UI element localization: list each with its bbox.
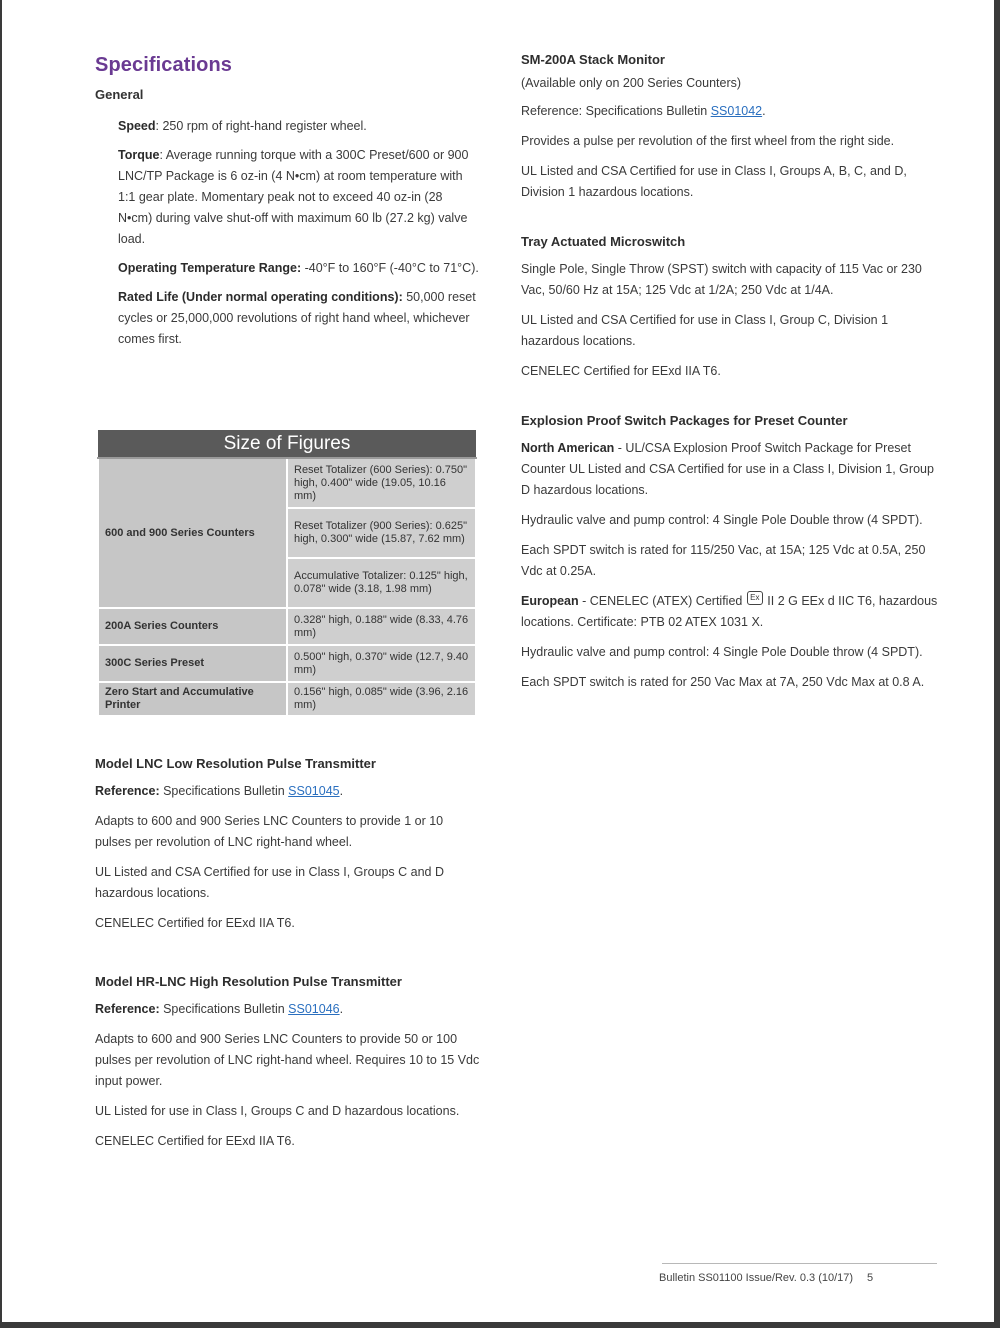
explosion-spdt-1: Each SPDT switch is rated for 115/250 Vac, at 15A; 125 Vdc at 0.5A, 250 Vdc at 0.25A. xyxy=(521,543,926,578)
footer xyxy=(659,1272,873,1284)
spec-rated-life-label: Rated Life (Under normal operating conditions): xyxy=(118,290,403,304)
explosion-eu-label: European xyxy=(521,594,579,608)
atex-ex-icon: Ex xyxy=(747,591,763,605)
left-column xyxy=(95,52,480,358)
explosion-spdt-2: Each SPDT switch is rated for 250 Vac Max at 7A, 250 Vdc Max at 0.8 A. xyxy=(521,675,925,689)
table-header-row xyxy=(98,430,476,458)
footer-bulletin-text: Bulletin SS01100 Issue/Rev. 0.3 (10/17) xyxy=(659,1272,854,1284)
sm200a-paragraph-2: UL Listed and CSA Certified for use in Class I, Groups A, B, C, and D, Division 1 hazardous locations. xyxy=(521,164,907,199)
general-heading: General xyxy=(95,87,144,102)
table-row-label: 300C Series Preset xyxy=(98,645,287,682)
spec-rated-life-text: 50,000 reset cycles or 25,000,000 revolutions of right hand wheel, whichever comes first. xyxy=(118,290,476,346)
table-row-label: 600 and 900 Series Counters xyxy=(98,458,287,608)
table-cell: 0.328" high, 0.188" wide (8.33, 4.76 mm) xyxy=(287,608,476,645)
tray-paragraph-3: CENELEC Certified for EExd IIA T6. xyxy=(521,364,721,378)
lnc-paragraph-2: UL Listed and CSA Certified for use in Class I, Groups C and D hazardous locations. xyxy=(95,865,445,900)
table-row-label: Zero Start and Accumulative Printer xyxy=(98,682,287,716)
spec-temperature xyxy=(118,258,480,279)
spec-torque xyxy=(118,145,480,250)
hr-lnc-reference xyxy=(95,999,480,1020)
table-cell: 0.156" high, 0.085" wide (3.96, 2.16 mm) xyxy=(287,682,476,716)
table-cell: Reset Totalizer (600 Series): 0.750" high, 0.400" wide (19.05, 10.16 mm) xyxy=(287,458,476,508)
sm200a-reference-text: Reference: Specifications Bulletin xyxy=(521,104,711,118)
page-number: 5 xyxy=(867,1272,874,1284)
footer-divider xyxy=(662,1263,937,1264)
size-of-figures-table xyxy=(97,430,477,717)
hr-lnc-reference-end: . xyxy=(339,1002,344,1016)
lnc-bulletin-link[interactable]: SS01045 xyxy=(288,784,340,798)
explosion-eu-text-a: - CENELEC (ATEX) Certified xyxy=(578,594,746,608)
sm200a-bulletin-link[interactable]: SS01042 xyxy=(710,104,763,118)
table-row xyxy=(98,608,476,645)
general-specs xyxy=(118,116,480,350)
spec-speed xyxy=(118,116,480,137)
lnc-reference-end: . xyxy=(339,784,344,798)
right-column xyxy=(521,52,941,702)
hr-lnc-paragraph-1: Adapts to 600 and 900 Series LNC Counters to provide 50 or 100 pulses per revolution of LNC right-hand wheel. Requires 10 to 15 Vdc input power. xyxy=(95,1032,480,1088)
lnc-reference-label: Reference: xyxy=(95,784,160,798)
table-row xyxy=(98,645,476,682)
spec-temperature-label: Operating Temperature Range: xyxy=(118,261,302,275)
hr-lnc-reference-text: Specifications Bulletin xyxy=(159,1002,289,1016)
spec-rated-life xyxy=(118,287,480,350)
lnc-paragraph-1: Adapts to 600 and 900 Series LNC Counters to provide 1 or 10 pulses per revolution of LNC right-hand wheel. xyxy=(95,814,444,849)
sm200a-title: SM-200A Stack Monitor xyxy=(521,52,665,67)
table-row-label: 200A Series Counters xyxy=(98,608,287,645)
explosion-north-american xyxy=(521,438,941,501)
explosion-hydraulic-2: Hydraulic valve and pump control: 4 Single Pole Double throw (4 SPDT). xyxy=(521,645,923,659)
explosion-hydraulic-1: Hydraulic valve and pump control: 4 Single Pole Double throw (4 SPDT). xyxy=(521,513,923,527)
tray-paragraph-1: Single Pole, Single Throw (SPST) switch with capacity of 115 Vac or 230 Vac, 50/60 Hz at 15A; 125 Vdc at 1/2A; 250 Vdc at 1/4A. xyxy=(521,262,922,297)
sm200a-reference-end: . xyxy=(762,104,766,118)
hr-lnc-section xyxy=(95,974,480,1161)
hr-lnc-title: Model HR-LNC High Resolution Pulse Transmitter xyxy=(95,974,402,989)
spec-speed-text: : 250 rpm of right-hand register wheel. xyxy=(155,119,367,133)
lnc-reference-text: Specifications Bulletin xyxy=(159,784,289,798)
table-row xyxy=(98,682,476,716)
lnc-paragraph-3: CENELEC Certified for EExd IIA T6. xyxy=(95,916,295,930)
sm200a-reference xyxy=(521,101,941,122)
document-page xyxy=(2,0,994,1322)
explosion-na-label: North American xyxy=(521,441,615,455)
hr-lnc-paragraph-3: CENELEC Certified for EExd IIA T6. xyxy=(95,1134,295,1148)
hr-lnc-paragraph-2: UL Listed for use in Class I, Groups C and D hazardous locations. xyxy=(95,1104,460,1118)
table-cell: Accumulative Totalizer: 0.125" high, 0.078" wide (3.18, 1.98 mm) xyxy=(287,558,476,608)
spec-speed-label: Speed xyxy=(118,119,156,133)
tray-paragraph-2: UL Listed and CSA Certified for use in Class I, Group C, Division 1 hazardous locations. xyxy=(521,313,889,348)
explosion-na-text: - UL/CSA Explosion Proof Switch Package for Preset Counter UL Listed and CSA Certified for use in a Class I, Division 1, Group D hazardous locations. xyxy=(521,441,934,497)
table-row xyxy=(98,458,476,508)
table-cell: Reset Totalizer (900 Series): 0.625" high, 0.300" wide (15.87, 7.62 mm) xyxy=(287,508,476,558)
explosion-title: Explosion Proof Switch Packages for Preset Counter xyxy=(521,413,848,428)
lnc-section xyxy=(95,756,480,943)
table-header: Size of Figures xyxy=(98,430,476,458)
spec-torque-label: Torque xyxy=(118,148,160,162)
page-title: Specifications xyxy=(95,54,232,76)
explosion-eu-text-b: II 2 G EEx d IIC T6, hazardous locations. Certificate: PTB 02 ATEX 1031 X. xyxy=(521,594,938,629)
spec-torque-text: : Average running torque with a 300C Preset/600 or 900 LNC/TP Package is 6 oz-in (4 N•cm) at room temperature with 1:1 gear plate. Momentary peak not to exceed 40 oz-in (28 N•cm) during valve shut-off with maximum 60 lb (27.2 kg) valve load. xyxy=(118,148,469,246)
hr-lnc-bulletin-link[interactable]: SS01046 xyxy=(288,1002,340,1016)
lnc-title: Model LNC Low Resolution Pulse Transmitter xyxy=(95,756,376,771)
table-cell: 0.500" high, 0.370" wide (12.7, 9.40 mm) xyxy=(287,645,476,682)
spec-temperature-text: -40°F to 160°F (-40°C to 71°C). xyxy=(301,261,479,275)
hr-lnc-reference-label: Reference: xyxy=(95,1002,160,1016)
sm200a-availability: (Available only on 200 Series Counters) xyxy=(521,76,742,90)
explosion-european xyxy=(521,591,941,633)
lnc-reference xyxy=(95,781,480,802)
sm200a-paragraph-1: Provides a pulse per revolution of the first wheel from the right side. xyxy=(521,134,895,148)
tray-title: Tray Actuated Microswitch xyxy=(521,234,686,249)
